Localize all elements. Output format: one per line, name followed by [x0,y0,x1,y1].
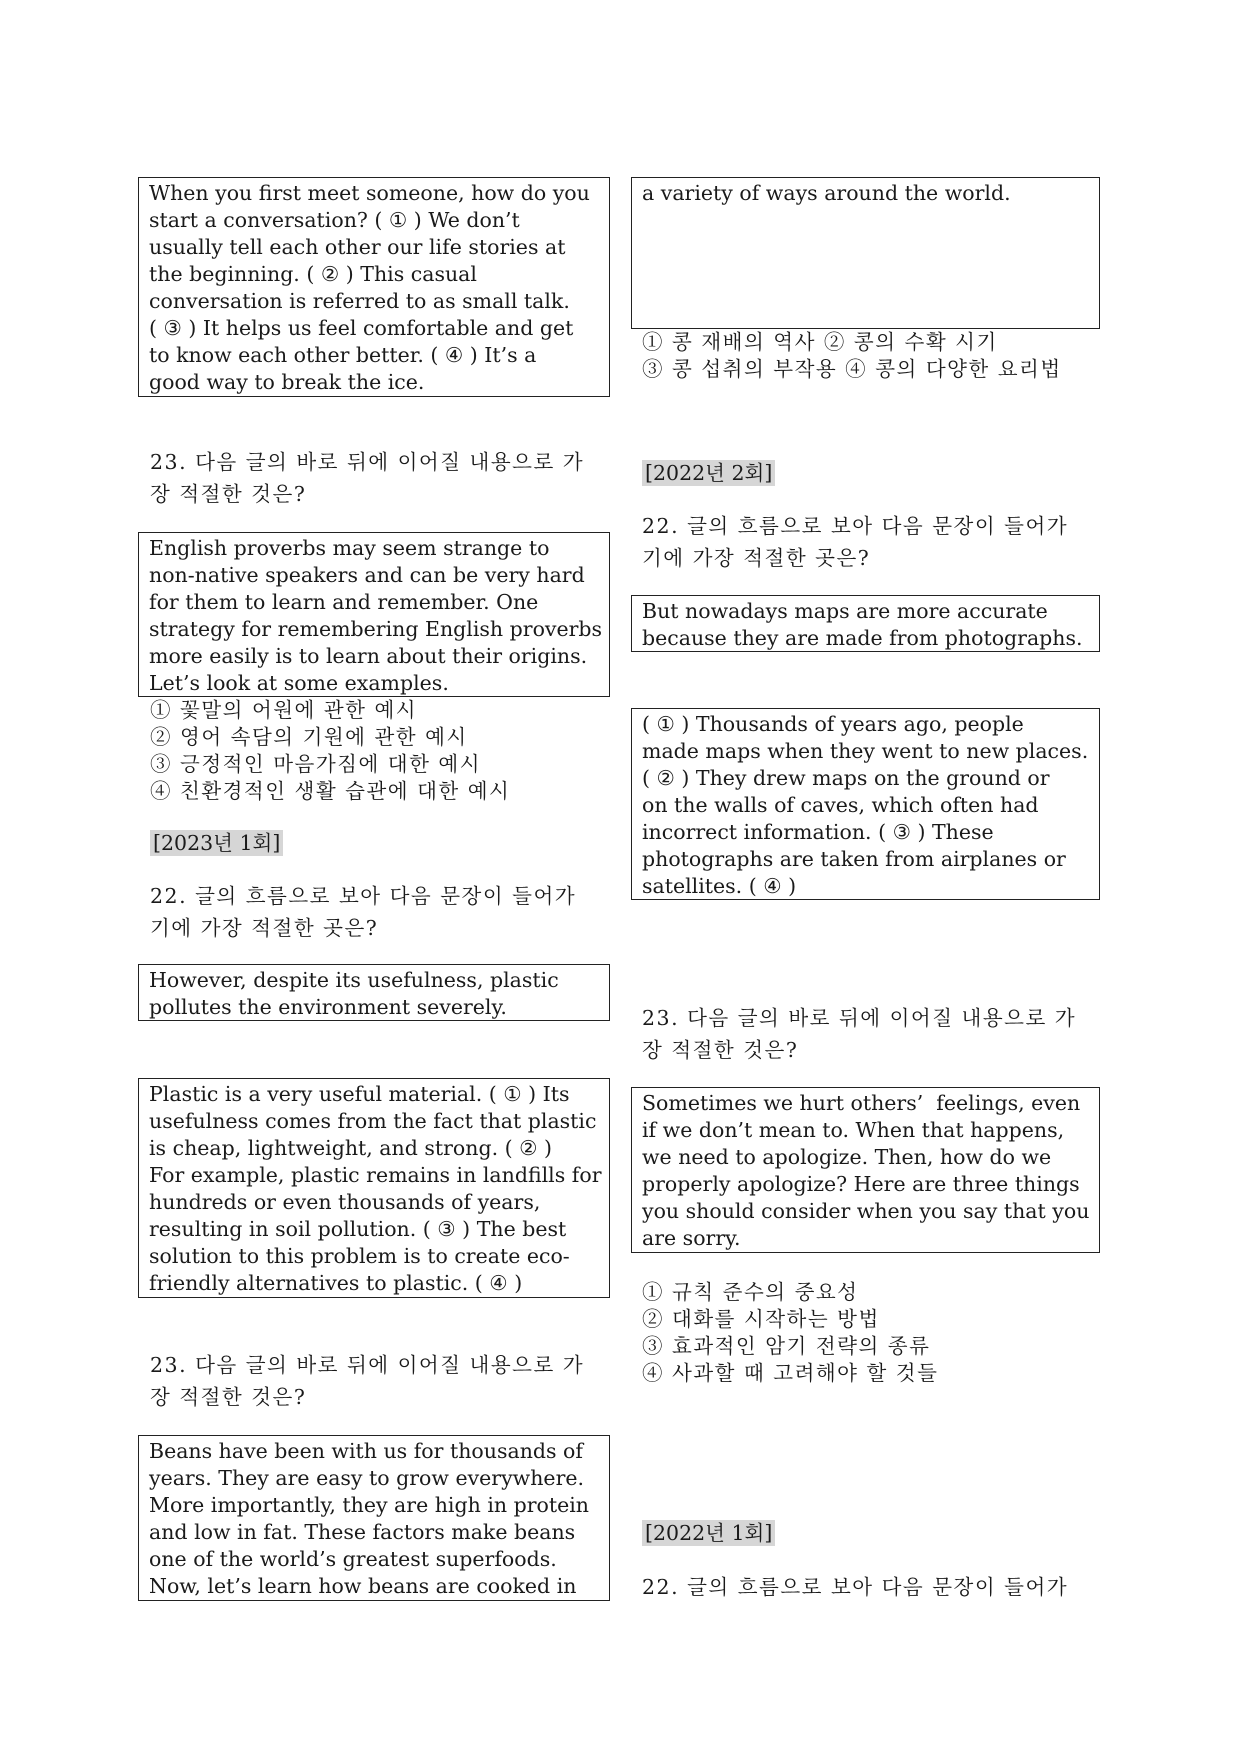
passage-line: start a conversation? ( ① ) We don’t [149,208,520,232]
passage-line: usefulness comes from the fact that plastic [149,1109,597,1133]
question-22-prompt [642,510,1068,574]
answer-option: ② 대화를 시작하는 방법 [642,1307,880,1331]
answer-options [150,697,510,805]
answer-options [642,1279,938,1387]
passage-line: conversation is referred to as small talk. [149,289,570,313]
passage-line: ( ① ) Thousands of years ago, people [642,712,1024,736]
passage-line: Now, let’s learn how beans are cooked in [149,1574,577,1598]
passage-line: pollutes the environment severely. [149,995,507,1019]
section-label-2022-2: [2022년 2회] [642,460,775,486]
answer-option: ② 영어 속담의 기원에 관한 예시 [150,725,468,749]
passage-line: friendly alternatives to plastic. ( ④ ) [149,1271,523,1295]
passage-box-proverbs [138,532,610,697]
question-23-prompt [150,446,584,510]
passage-line: More importantly, they are high in protein [149,1493,589,1517]
passage-line: usually tell each other our life stories at [149,235,566,259]
passage-line: more easily is to learn about their origins. [149,644,588,668]
passage-line: on the walls of caves, which often had [642,793,1039,817]
passage-line: Let’s look at some examples. [149,671,449,695]
answer-option: ① 꽃말의 어원에 관한 예시 [150,698,418,722]
passage-line: incorrect information. ( ③ ) These [642,820,994,844]
passage-line: Plastic is a very useful material. ( ① ) Its [149,1082,570,1106]
passage-line: Beans have been with us for thousands of [149,1439,583,1463]
sentence-box-maps [631,595,1100,652]
passage-line: For example, plastic remains in landfills for [149,1163,602,1187]
passage-line: the beginning. ( ② ) This casual [149,262,477,286]
passage-line: you should consider when you say that you [642,1199,1090,1223]
question-line: 23. 다음 글의 바로 뒤에 이어질 내용으로 가 [642,1006,1077,1030]
passage-box-plastic [138,1078,610,1298]
passage-line: Sometimes we hurt others’ feelings, even [642,1091,1081,1115]
passage-box-beans [138,1435,610,1601]
passage-line: However, despite its usefulness, plastic [149,968,559,992]
passage-box-beans-continued [631,177,1100,329]
passage-line: photographs are taken from airplanes or [642,847,1066,871]
question-line: 23. 다음 글의 바로 뒤에 이어질 내용으로 가 [150,1353,585,1377]
question-22-prompt [642,1571,1068,1603]
answer-option: ① 규칙 준수의 중요성 [642,1280,859,1304]
passage-line: and low in fat. These factors make beans [149,1520,576,1544]
passage-box-apologize [631,1087,1100,1253]
passage-line: good way to break the ice. [149,370,425,394]
question-line: 장 적절한 것은? [150,482,307,506]
passage-line: resulting in soil pollution. ( ③ ) The best [149,1217,567,1241]
passage-line: because they are made from photographs. [642,626,1083,650]
answer-option: ③ 콩 섭취의 부작용 ④ 콩의 다양한 요리법 [642,357,1062,381]
question-line: 장 적절한 것은? [150,1385,307,1409]
passage-line: ( ② ) They drew maps on the ground or [642,766,1050,790]
question-23-prompt [642,1002,1076,1066]
answer-option: ④ 친환경적인 생활 습관에 대한 예시 [150,779,511,803]
passage-line: we need to apologize. Then, how do we [642,1145,1052,1169]
question-line: 22. 글의 흐름으로 보아 다음 문장이 들어가 [150,884,577,908]
passage-line: solution to this problem is to create eco- [149,1244,570,1268]
answer-option: ③ 긍정적인 마음가짐에 대한 예시 [150,752,482,776]
passage-line: a variety of ways around the world. [642,181,1011,205]
passage-box-maps [631,708,1100,900]
passage-line: to know each other better. ( ④ ) It’s a [149,343,537,367]
passage-line: properly apologize? Here are three things [642,1172,1080,1196]
section-label-2022-1: [2022년 1회] [642,1520,775,1546]
answer-option: ④ 사과할 때 고려해야 할 것들 [642,1361,939,1385]
passage-line: ( ③ ) It helps us feel comfortable and get [149,316,574,340]
answer-option: ③ 효과적인 암기 전략의 종류 [642,1334,931,1358]
passage-line: When you first meet someone, how do you [149,181,590,205]
answer-options [642,329,1062,383]
passage-line: satellites. ( ④ ) [642,874,797,898]
question-line: 장 적절한 것은? [642,1038,799,1062]
question-line: 22. 글의 흐름으로 보아 다음 문장이 들어가 [642,514,1069,538]
passage-line: non-native speakers and can be very hard [149,563,585,587]
section-label-2023-1: [2023년 1회] [150,830,283,856]
passage-line: strategy for remembering English proverbs [149,617,603,641]
question-line: 23. 다음 글의 바로 뒤에 이어질 내용으로 가 [150,450,585,474]
passage-line: hundreds or even thousands of years, [149,1190,541,1214]
question-22-prompt [150,880,576,944]
question-23-prompt [150,1349,584,1413]
passage-line: is cheap, lightweight, and strong. ( ② ) [149,1136,553,1160]
passage-line: for them to learn and remember. One [149,590,539,614]
passage-line: made maps when they went to new places. [642,739,1089,763]
question-line: 기에 가장 적절한 곳은? [150,916,379,940]
passage-line: But nowadays maps are more accurate [642,599,1048,623]
passage-box-small-talk [138,177,610,397]
passage-line: if we don’t mean to. When that happens, [642,1118,1065,1142]
question-line: 기에 가장 적절한 곳은? [642,546,871,570]
sentence-box-plastic [138,964,610,1021]
question-line: 22. 글의 흐름으로 보아 다음 문장이 들어가 [642,1575,1069,1599]
passage-line: are sorry. [642,1226,741,1250]
answer-option: ① 콩 재배의 역사 ② 콩의 수확 시기 [642,330,998,354]
passage-line: English proverbs may seem strange to [149,536,550,560]
passage-line: one of the world’s greatest superfoods. [149,1547,557,1571]
passage-line: years. They are easy to grow everywhere. [149,1466,585,1490]
